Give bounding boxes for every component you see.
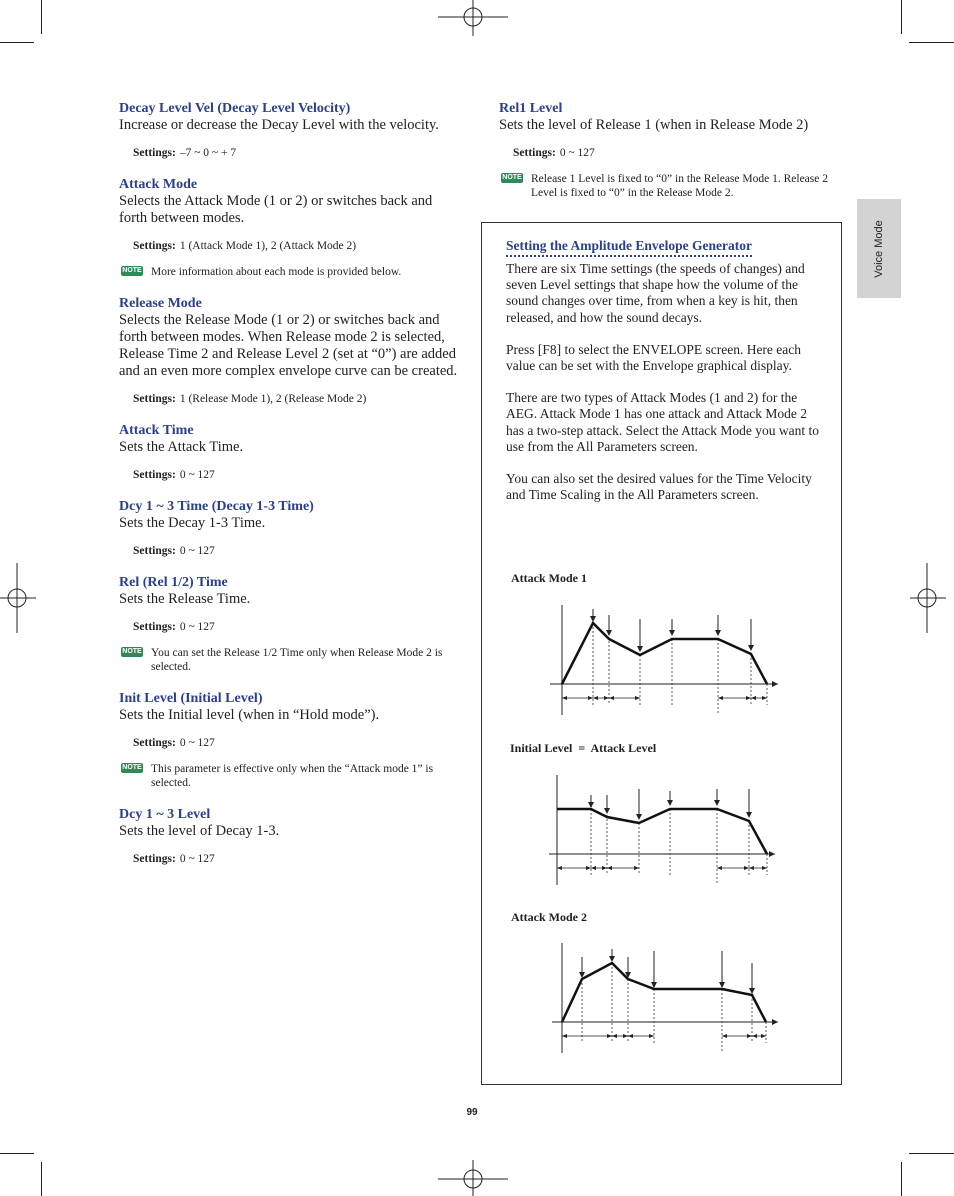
registration-mark-top	[438, 0, 508, 40]
param-heading: Init Level (Initial Level)	[119, 691, 263, 706]
diagram-label-attack-mode-2: Attack Mode 2	[511, 910, 587, 924]
param-heading: Rel (Rel 1/2) Time	[119, 575, 228, 590]
crop-mark	[909, 1153, 954, 1154]
crop-mark	[41, 0, 42, 34]
diagram-label-initial-level: Initial Level = Attack Level	[510, 741, 657, 755]
note: NOTE You can set the Release 1/2 Time only when Release Mode 2 is selected.	[122, 647, 443, 673]
param-attack-time	[119, 422, 464, 482]
param-heading: Dcy 1 ~ 3 Time (Decay 1-3 Time)	[119, 499, 314, 514]
box-paragraph: You can also set the desired values for the Time Velocity and Time Scaling in the All Parameters screen.	[506, 471, 812, 503]
note-icon: NOTE	[502, 174, 522, 181]
param-heading: Attack Time	[119, 423, 194, 438]
page-number: 99	[466, 1107, 478, 1118]
param-heading: Release Mode	[119, 296, 202, 311]
side-tab-label: Voice Mode	[873, 219, 885, 278]
crop-mark	[0, 42, 34, 43]
box-paragraph: There are two types of Attack Modes (1 and 2) for the AEG. Attack Mode 1 has one attack and Attack Mode 2 has a two-step attack. Select the Attack Mode you want to use from the All Parameters screen.	[506, 390, 820, 454]
param-decay-level-vel	[119, 100, 464, 160]
crop-mark	[901, 1162, 902, 1196]
crop-mark	[901, 0, 902, 34]
param-description: Selects the Attack Mode (1 or 2) or switches back and forth between modes.	[119, 193, 433, 226]
box-paragraph: Press [F8] to select the ENVELOPE screen. Here each value can be set with the Envelope graphical display.	[506, 341, 802, 374]
box-title: Setting the Amplitude Envelope Generator	[506, 237, 752, 257]
param-decay-level	[119, 806, 464, 866]
param-heading: Dcy 1 ~ 3 Level	[119, 807, 211, 822]
param-settings: Settings: 0 ~ 127	[513, 147, 595, 159]
box-paragraph: There are six Time settings (the speeds of changes) and seven Level settings that shape how the volume of the sound changes over time, from when a key is hit, then released, and how the sound decays.	[506, 261, 805, 325]
param-description: Selects the Release Mode (1 or 2) or switches back and forth between modes. When Release mode 2 is selected, Release Time 2 and Release Level 2 (set at “0”) are added and an even more complex envelope curve can be created.	[119, 312, 458, 379]
param-heading: Rel1 Level	[499, 101, 563, 116]
diagram-label-attack-mode-1: Attack Mode 1	[511, 571, 587, 585]
param-settings: Settings: 0 ~ 127	[133, 621, 215, 633]
param-settings: Settings: 0 ~ 127	[133, 545, 215, 557]
note: NOTE This parameter is effective only when the “Attack mode 1” is selected.	[122, 763, 434, 789]
param-settings: Settings: –7 ~ 0 ~ + 7	[133, 147, 237, 159]
registration-mark-right	[910, 563, 946, 633]
param-settings: Settings: 0 ~ 127	[133, 469, 215, 481]
note: NOTE Release 1 Level is fixed to “0” in the Release Mode 1. Release 2 Level is fixed to “0” in the Release Mode 2.	[502, 173, 828, 199]
right-column	[499, 100, 844, 200]
crop-mark	[0, 1153, 34, 1154]
crop-mark	[41, 1162, 42, 1196]
registration-mark-left	[0, 563, 36, 633]
param-description: Sets the level of Decay 1-3.	[119, 823, 280, 839]
param-description: Sets the Attack Time.	[119, 439, 244, 455]
param-release-time	[119, 574, 464, 674]
crop-mark	[909, 42, 954, 43]
param-description: Sets the Release Time.	[119, 591, 251, 607]
note-icon: NOTE	[122, 764, 142, 771]
param-heading: Decay Level Vel (Decay Level Velocity)	[119, 101, 351, 116]
param-settings: Settings: 1 (Attack Mode 1), 2 (Attack Mode 2)	[133, 240, 357, 252]
note-icon: NOTE	[122, 648, 142, 655]
param-attack-mode	[119, 176, 464, 279]
param-description: Sets the level of Release 1 (when in Release Mode 2)	[499, 117, 809, 133]
registration-mark-bottom	[438, 1160, 508, 1196]
param-settings: Settings: 1 (Release Mode 1), 2 (Release Mode 2)	[133, 393, 367, 405]
left-column	[119, 100, 464, 882]
param-heading: Attack Mode	[119, 177, 198, 192]
param-description: Sets the Initial level (when in “Hold mode”).	[119, 707, 380, 723]
aeg-info-content	[506, 237, 826, 519]
param-initial-level	[119, 690, 464, 790]
param-decay-time	[119, 498, 464, 558]
param-description: Increase or decrease the Decay Level with the velocity.	[119, 117, 439, 133]
param-settings: Settings: 0 ~ 127	[133, 853, 215, 865]
envelope-diagram-attack-mode-2	[552, 943, 784, 1055]
param-release-mode	[119, 295, 464, 406]
note: NOTE More information about each mode is provided below.	[122, 266, 402, 278]
note-icon: NOTE	[122, 267, 142, 274]
envelope-diagram-attack-mode-1	[550, 605, 782, 717]
param-settings: Settings: 0 ~ 127	[133, 737, 215, 749]
param-description: Sets the Decay 1-3 Time.	[119, 515, 266, 531]
envelope-diagram-initial-level	[549, 775, 781, 887]
side-tab	[857, 199, 901, 298]
